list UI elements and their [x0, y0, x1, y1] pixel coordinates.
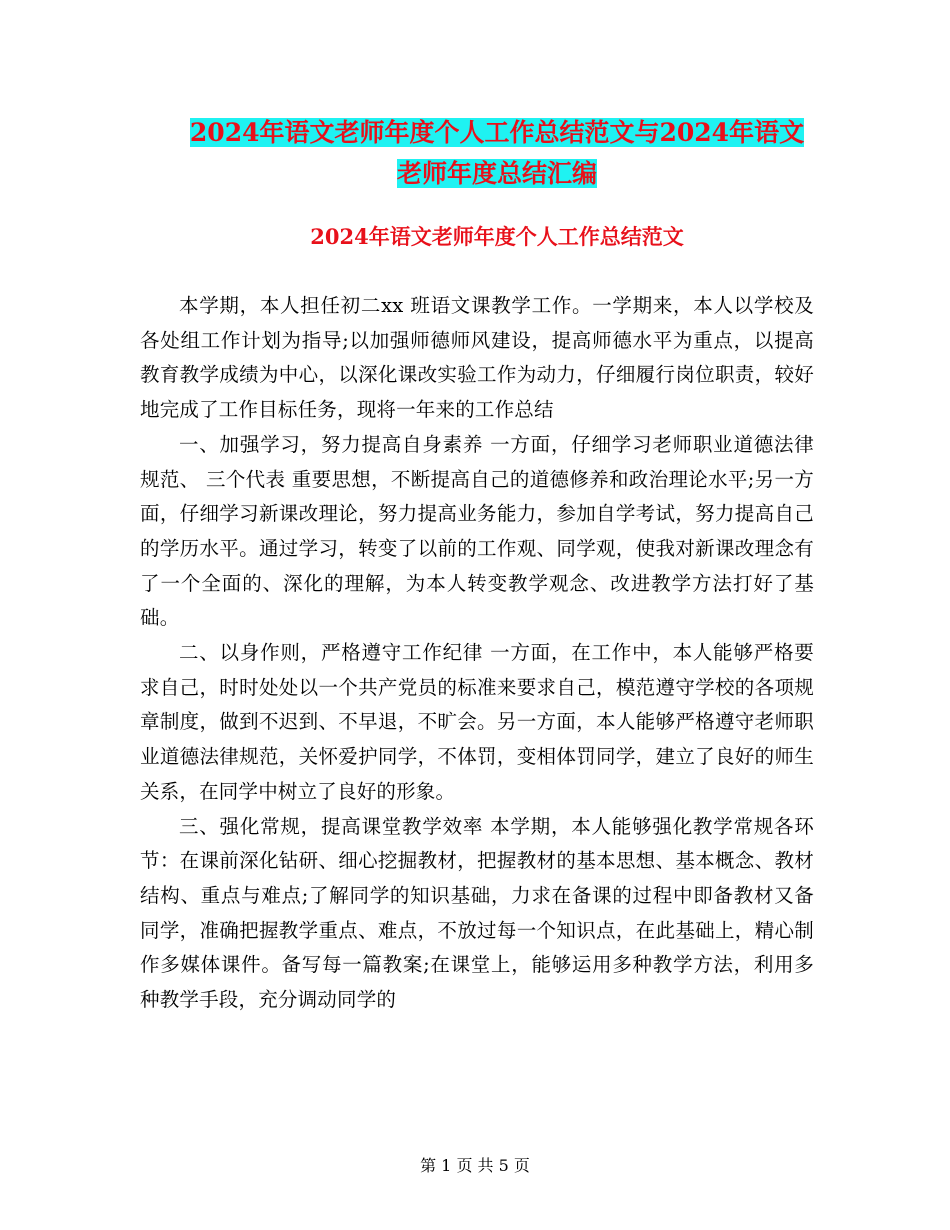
section-title: 2024年语文老师年度个人工作总结范文 — [310, 224, 684, 249]
document-title-line-2: 老师年度总结汇编 — [396, 159, 597, 188]
paragraph-study: 一、加强学习，努力提高自身素养 一方面，仔细学习老师职业道德法律规范、 三个代表 重要思想，不断提高自己的道德修养和政治理论水平;另一方面，仔细学习新课改理论，努力提高业务能力，参加自学考试，努力提高自己的学历水平。通过学习，转变了以前的工作观、同学观，使我对新课改理念有了一个全面的、深化的理解，为本人转变教学观念、改进教学方法打好了基础。 — [140, 432, 814, 630]
paragraph-intro: 本学期，本人担任初二xx 班语文课教学工作。一学期来，本人以学校及各处组工作计划为指导;以加强师德师风建设，提高师德水平为重点，以提高教育教学成绩为中心，以深化课改实验工作为动力，仔细履行岗位职责，较好地完成了工作目标任务，现将一年来的工作总结 — [140, 294, 814, 422]
document-body — [140, 289, 814, 1018]
paragraph-teaching: 三、强化常规，提高课堂教学效率 本学期，本人能够强化教学常规各环节：在课前深化钻研、细心挖掘教材，把握教材的基本思想、基本概念、教材结构、重点与难点;了解同学的知识基础，力求在备课的过程中即备教材又备同学，准确把握教学重点、难点，不放过每一个知识点，在此基础上，精心制作多媒体课件。备写每一篇教案;在课堂上，能够运用多种教学方法，利用多种教学手段，充分调动同学的 — [140, 814, 814, 1012]
document-title-line-1: 2024年语文老师年度个人工作总结范文与2024年语文 — [189, 118, 805, 147]
document-title — [140, 112, 854, 194]
page-footer: 第 1 页 共 5 页 — [420, 1156, 530, 1175]
paragraph-discipline: 二、以身作则，严格遵守工作纪律 一方面，在工作中，本人能够严格要求自己，时时处处以一个共产党员的标准来要求自己，模范遵守学校的各项规章制度，做到不迟到、不早退，不旷会。另一方面，本人能够严格遵守老师职业道德法律规范，关怀爱护同学，不体罚，变相体罚同学，建立了良好的师生关系，在同学中树立了良好的形象。 — [140, 641, 814, 803]
